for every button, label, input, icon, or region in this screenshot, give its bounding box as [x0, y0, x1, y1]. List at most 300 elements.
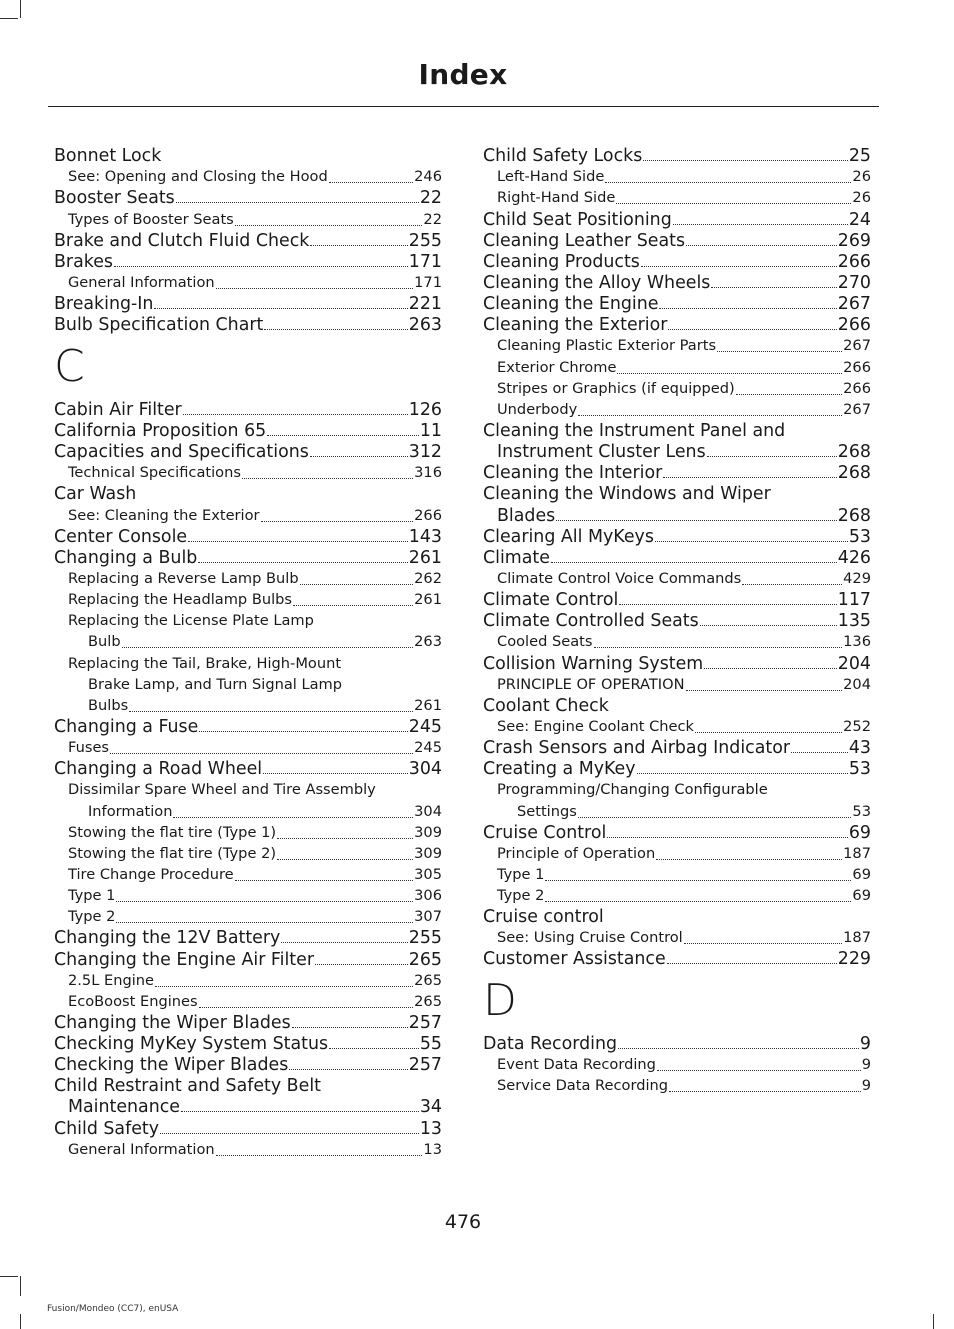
- index-entry-page: 135: [837, 611, 871, 632]
- index-entry-page: 265: [408, 949, 442, 970]
- dot-leader: [663, 476, 837, 478]
- dot-leader: [700, 624, 837, 626]
- index-entry-page: 221: [408, 294, 442, 315]
- index-entry-page: 267: [843, 337, 871, 355]
- index-entry-label: General Information: [68, 1140, 215, 1158]
- index-entry-page: 312: [408, 442, 442, 463]
- index-subentry: [54, 610, 442, 631]
- index-entry-label: Bonnet Lock: [54, 146, 162, 167]
- index-entry-page: 171: [414, 273, 442, 291]
- index-entry-label: 2.5L Engine: [68, 971, 154, 989]
- dot-leader: [578, 816, 852, 818]
- dot-leader: [594, 646, 843, 648]
- index-entry-page: 26: [852, 168, 871, 186]
- index-entry: [54, 1054, 442, 1075]
- index-subentry: [54, 208, 442, 229]
- index-entry-label: Type 2: [497, 887, 545, 905]
- index-entry: [483, 547, 871, 568]
- index-entry-page: 268: [837, 505, 871, 526]
- index-subentry: [54, 504, 442, 525]
- index-subentry: [54, 568, 442, 589]
- dot-leader: [235, 224, 423, 226]
- index-entry-label: See: Using Cruise Control: [497, 929, 683, 947]
- index-entry-label: Fuses: [68, 739, 110, 757]
- dot-leader: [293, 604, 413, 606]
- index-entry-label: Brake and Clutch Fluid Check: [54, 230, 310, 251]
- index-entry-page: 117: [837, 590, 871, 611]
- index-subentry: [54, 800, 442, 821]
- dot-leader: [198, 561, 407, 563]
- index-entry-label: Cleaning the Interior: [483, 463, 663, 484]
- index-subentry: [483, 1075, 871, 1096]
- index-entry-page: 267: [843, 400, 871, 418]
- dot-leader: [289, 1068, 408, 1070]
- index-column-right: [483, 145, 871, 1096]
- index-entry-label: Center Console: [54, 526, 188, 547]
- index-entry-label: Cruise Control: [483, 822, 607, 843]
- dot-leader: [160, 1132, 419, 1134]
- index-entry-page: 126: [408, 399, 442, 420]
- crop-mark: [0, 1276, 18, 1277]
- index-entry-page: 262: [414, 569, 442, 587]
- dot-leader: [657, 1069, 861, 1071]
- index-entry-page: 252: [843, 717, 871, 735]
- index-subentry: [54, 843, 442, 864]
- index-subentry: [483, 568, 871, 589]
- index-entry-label: Dissimilar Spare Wheel and Tire Assembly: [68, 781, 376, 799]
- dot-leader: [667, 962, 837, 964]
- index-entry-label: Cleaning the Alloy Wheels: [483, 272, 711, 293]
- index-entry-page: 22: [419, 188, 442, 209]
- index-entry-label: Instrument Cluster Lens: [497, 442, 706, 463]
- index-entry-page: 268: [837, 442, 871, 463]
- index-subentry: [54, 779, 442, 800]
- index-subentry: [483, 356, 871, 377]
- index-entry-page: 304: [408, 759, 442, 780]
- index-entry: [483, 758, 871, 779]
- index-entry-page: 187: [843, 929, 871, 947]
- index-subentry: [54, 695, 442, 716]
- index-entry-page: 187: [843, 844, 871, 862]
- index-entry-label: See: Opening and Closing the Hood: [68, 168, 328, 186]
- dot-leader: [216, 287, 414, 289]
- index-entry-page: 267: [837, 294, 871, 315]
- index-entry-page: 245: [414, 739, 442, 757]
- index-entry-label: Checking the Wiper Blades: [54, 1055, 289, 1076]
- index-subentry: [54, 166, 442, 187]
- index-subentry: [54, 970, 442, 991]
- dot-leader: [736, 393, 842, 395]
- index-entry-page: 309: [414, 844, 442, 862]
- index-column-left: [54, 145, 442, 1160]
- dot-leader: [711, 286, 836, 288]
- index-entry-page: 269: [837, 230, 871, 251]
- index-entry-label: Left-Hand Side: [497, 168, 605, 186]
- index-entry-label: Coolant Check: [483, 695, 609, 716]
- index-entry-label: Stripes or Graphics (if equipped): [497, 379, 735, 397]
- index-entry-page: 255: [408, 230, 442, 251]
- dot-leader: [263, 772, 408, 774]
- dot-leader: [695, 731, 842, 733]
- index-entry-page: 9: [859, 1034, 871, 1055]
- dot-leader: [605, 181, 851, 183]
- index-entry-page: 13: [419, 1118, 442, 1139]
- index-entry-page: 245: [408, 716, 442, 737]
- index-entry: [483, 208, 871, 229]
- index-entry-page: 229: [837, 949, 871, 970]
- dot-leader: [619, 603, 836, 605]
- index-entry-label: See: Cleaning the Exterior: [68, 506, 260, 524]
- index-entry-label: Service Data Recording: [497, 1077, 669, 1095]
- dot-leader: [704, 667, 837, 669]
- index-entry: [483, 504, 871, 525]
- dot-leader: [668, 328, 836, 330]
- index-entry-label: Right-Hand Side: [497, 189, 616, 207]
- index-entry-label: Customer Assistance: [483, 949, 666, 970]
- index-entry-label: Changing a Road Wheel: [54, 759, 263, 780]
- index-entry-label: Cooled Seats: [497, 633, 593, 651]
- index-entry-label: Climate Control Voice Commands: [497, 569, 742, 587]
- index-entry-page: 69: [852, 887, 871, 905]
- index-entry: [483, 251, 871, 272]
- index-entry-page: 9: [861, 1056, 871, 1074]
- index-entry-label: Replacing the Tail, Brake, High-Mount: [68, 654, 342, 672]
- index-entry-label: Cleaning the Instrument Panel and: [483, 420, 786, 441]
- index-entry-page: 26: [852, 189, 871, 207]
- index-subentry: [483, 187, 871, 208]
- index-subentry: [483, 631, 871, 652]
- dot-leader: [607, 836, 848, 838]
- index-entry-label: Brake Lamp, and Turn Signal Lamp: [88, 675, 343, 693]
- index-subentry: [483, 1054, 871, 1075]
- index-entry: [54, 1012, 442, 1033]
- index-entry-page: 265: [414, 992, 442, 1010]
- index-subentry: [483, 843, 871, 864]
- index-entry-label: Settings: [517, 802, 577, 820]
- index-entry-page: 11: [419, 420, 442, 441]
- index-entry: [54, 187, 442, 208]
- index-entry: [54, 526, 442, 547]
- index-entry-page: 69: [848, 822, 871, 843]
- index-entry-page: 257: [408, 1055, 442, 1076]
- dot-leader: [267, 434, 419, 436]
- index-entry-label: Cleaning the Windows and Wiper: [483, 484, 771, 505]
- index-entry: [54, 251, 442, 272]
- index-subentry: [54, 885, 442, 906]
- dot-leader: [310, 455, 408, 457]
- index-entry-page: 9: [861, 1077, 871, 1095]
- dot-leader: [616, 202, 851, 204]
- dot-leader: [556, 519, 837, 521]
- index-entry: [483, 906, 871, 927]
- index-entry-page: 13: [423, 1140, 442, 1158]
- index-entry-label: Information: [88, 802, 173, 820]
- index-entry-label: Child Restraint and Safety Belt: [54, 1076, 321, 1097]
- dot-leader: [199, 1006, 414, 1008]
- index-entry-label: Replacing the License Plate Lamp: [68, 612, 314, 630]
- index-entry-label: Maintenance: [68, 1097, 180, 1118]
- index-section-letter: D: [483, 975, 517, 1027]
- index-entry-label: Cleaning Products: [483, 251, 640, 272]
- dot-leader: [183, 413, 408, 415]
- index-entry-page: 309: [414, 823, 442, 841]
- dot-leader: [216, 1154, 423, 1156]
- index-entry-label: Replacing a Reverse Lamp Bulb: [68, 569, 299, 587]
- index-entry-label: Type 1: [497, 865, 545, 883]
- crop-mark: [20, 0, 21, 18]
- dot-leader: [643, 159, 848, 161]
- index-entry-label: Event Data Recording: [497, 1056, 656, 1074]
- index-entry: [54, 547, 442, 568]
- index-entry-page: 263: [414, 633, 442, 651]
- index-entry-page: 268: [837, 463, 871, 484]
- index-subentry: [54, 822, 442, 843]
- index-entry: [483, 822, 871, 843]
- dot-leader: [686, 689, 843, 691]
- index-entry-page: 270: [837, 272, 871, 293]
- index-subentry: [483, 399, 871, 420]
- index-entry: [54, 758, 442, 779]
- index-entry: [483, 462, 871, 483]
- dot-leader: [315, 963, 408, 965]
- dot-leader: [742, 583, 842, 585]
- index-entry-label: Replacing the Headlamp Bulbs: [68, 591, 293, 609]
- dot-leader: [717, 350, 842, 352]
- index-entry-page: 53: [852, 802, 871, 820]
- crop-mark: [933, 1314, 934, 1329]
- index-entry-label: Cruise control: [483, 907, 604, 928]
- index-entry: [54, 927, 442, 948]
- index-entry-label: Principle of Operation: [497, 844, 656, 862]
- index-entry-label: Blades: [497, 505, 556, 526]
- index-entry: [483, 230, 871, 251]
- index-entry: [54, 948, 442, 969]
- index-entry-page: 204: [837, 653, 871, 674]
- index-entry-label: Checking MyKey System Status: [54, 1034, 329, 1055]
- index-entry-page: 263: [408, 315, 442, 336]
- dot-leader: [122, 646, 414, 648]
- index-entry: [483, 314, 871, 335]
- index-entry-label: Exterior Chrome: [497, 358, 617, 376]
- index-entry: [483, 610, 871, 631]
- page-number: 476: [444, 1211, 482, 1233]
- index-entry: [483, 483, 871, 504]
- index-entry-label: Stowing the flat tire (Type 1): [68, 823, 277, 841]
- index-entry-label: Collision Warning System: [483, 653, 704, 674]
- index-subentry: [54, 864, 442, 885]
- index-entry-page: 266: [843, 379, 871, 397]
- index-entry: [483, 737, 871, 758]
- index-entry: [54, 420, 442, 441]
- index-entry-label: Bulb: [88, 633, 121, 651]
- index-entry-label: Programming/Changing Configurable: [497, 781, 768, 799]
- index-subentry: [54, 991, 442, 1012]
- index-entry: [483, 652, 871, 673]
- footer-text: Fusion/Mondeo (CC7), enUSA: [47, 1304, 179, 1314]
- index-entry-page: 69: [852, 865, 871, 883]
- dot-leader: [310, 244, 407, 246]
- index-entry-page: 143: [408, 526, 442, 547]
- index-entry-label: General Information: [68, 273, 215, 291]
- dot-leader: [329, 181, 413, 183]
- index-entry-page: 53: [848, 759, 871, 780]
- index-entry-page: 305: [414, 865, 442, 883]
- dot-leader: [199, 730, 407, 732]
- index-subentry: [483, 674, 871, 695]
- index-entry-label: Data Recording: [483, 1034, 618, 1055]
- dot-leader: [686, 244, 837, 246]
- index-entry: [54, 230, 442, 251]
- index-entry-label: Changing a Fuse: [54, 716, 199, 737]
- index-subentry: [483, 166, 871, 187]
- index-entry-page: 255: [408, 928, 442, 949]
- index-subentry: [54, 462, 442, 483]
- index-entry-label: Child Seat Positioning: [483, 209, 672, 230]
- dot-leader: [155, 985, 413, 987]
- index-entry-page: 261: [414, 591, 442, 609]
- index-subentry: [483, 378, 871, 399]
- index-entry-label: Types of Booster Seats: [68, 210, 234, 228]
- index-entry-label: Cleaning Plastic Exterior Parts: [497, 337, 717, 355]
- index-entry-label: Stowing the flat tire (Type 2): [68, 844, 277, 862]
- dot-leader: [116, 900, 413, 902]
- dot-leader: [618, 1047, 859, 1049]
- dot-leader: [545, 879, 851, 881]
- dot-leader: [264, 328, 407, 330]
- index-entry: [483, 420, 871, 441]
- index-entry: [483, 589, 871, 610]
- index-entry: [54, 1033, 442, 1054]
- index-entry-label: Cleaning the Exterior: [483, 315, 668, 336]
- dot-leader: [116, 921, 413, 923]
- dot-leader: [707, 455, 837, 457]
- index-entry: [54, 1075, 442, 1096]
- index-entry: [54, 145, 442, 166]
- index-entry-page: 171: [408, 251, 442, 272]
- index-entry-page: 25: [848, 146, 871, 167]
- index-entry-page: 266: [837, 251, 871, 272]
- index-subentry: [54, 589, 442, 610]
- dot-leader: [277, 837, 413, 839]
- dot-leader: [277, 858, 413, 860]
- index-entry-label: Cabin Air Filter: [54, 399, 182, 420]
- index-entry: [54, 1117, 442, 1138]
- index-entry-page: 43: [848, 738, 871, 759]
- dot-leader: [655, 540, 848, 542]
- dot-leader: [176, 201, 419, 203]
- index-entry-label: Climate Control: [483, 590, 619, 611]
- index-entry-label: Climate: [483, 547, 550, 568]
- dot-leader: [300, 583, 414, 585]
- index-entry-label: California Proposition 65: [54, 420, 267, 441]
- index-entry-page: 426: [837, 547, 871, 568]
- index-entry-page: 429: [843, 569, 871, 587]
- index-entry-label: Cleaning Leather Seats: [483, 230, 686, 251]
- index-subentry: [483, 885, 871, 906]
- index-entry-page: 261: [408, 547, 442, 568]
- index-subentry: [54, 272, 442, 293]
- index-entry-label: Car Wash: [54, 484, 137, 505]
- index-subentry: [483, 335, 871, 356]
- index-entry-label: Breaking-In: [54, 294, 154, 315]
- crop-mark: [20, 1276, 21, 1296]
- index-subentry: [54, 1139, 442, 1160]
- dot-leader: [637, 772, 848, 774]
- dot-leader: [188, 540, 408, 542]
- index-entry: [54, 483, 442, 504]
- index-entry-page: 53: [848, 526, 871, 547]
- index-subentry: [54, 674, 442, 695]
- index-entry: [54, 399, 442, 420]
- index-subentry: [483, 779, 871, 800]
- index-entry: [483, 293, 871, 314]
- index-entry-page: 266: [414, 506, 442, 524]
- index-entry: [54, 1096, 442, 1117]
- dot-leader: [551, 561, 837, 563]
- dot-leader: [242, 477, 413, 479]
- index-entry-label: Climate Controlled Seats: [483, 611, 699, 632]
- index-entry-page: 306: [414, 887, 442, 905]
- dot-leader: [578, 414, 842, 416]
- index-entry-page: 24: [848, 209, 871, 230]
- index-entry: [54, 293, 442, 314]
- index-subentry: [483, 927, 871, 948]
- dot-leader: [617, 372, 842, 374]
- index-entry-page: 246: [414, 168, 442, 186]
- index-subentry: [483, 864, 871, 885]
- dot-leader: [329, 1047, 419, 1049]
- index-entry-label: Tire Change Procedure: [68, 865, 234, 883]
- crop-mark: [20, 1314, 21, 1329]
- dot-leader: [281, 941, 408, 943]
- index-entry-page: 55: [419, 1034, 442, 1055]
- index-entry-page: 266: [843, 358, 871, 376]
- dot-leader: [545, 900, 851, 902]
- index-entry-page: 316: [414, 464, 442, 482]
- index-subentry: [483, 800, 871, 821]
- index-subentry: [54, 631, 442, 652]
- dot-leader: [659, 307, 836, 309]
- index-entry-label: See: Engine Coolant Check: [497, 717, 694, 735]
- dot-leader: [110, 752, 413, 754]
- index-entry-label: Capacities and Specifications: [54, 442, 309, 463]
- index-entry-page: 304: [414, 802, 442, 820]
- dot-leader: [641, 265, 837, 267]
- index-entry: [483, 526, 871, 547]
- index-entry: [483, 1033, 871, 1054]
- index-entry-label: Changing the Wiper Blades: [54, 1012, 291, 1033]
- dot-leader: [669, 1090, 861, 1092]
- index-entry-label: Child Safety: [54, 1118, 160, 1139]
- index-entry-label: PRINCIPLE OF OPERATION: [497, 675, 685, 693]
- index-entry: [54, 314, 442, 335]
- index-entry-page: 257: [408, 1012, 442, 1033]
- index-entry-page: 136: [843, 633, 871, 651]
- index-entry-page: 204: [843, 675, 871, 693]
- index-entry-label: Bulb Specification Chart: [54, 315, 264, 336]
- index-entry-label: Type 2: [68, 908, 116, 926]
- index-entry-label: Changing the Engine Air Filter: [54, 949, 314, 970]
- index-entry-label: Brakes: [54, 251, 113, 272]
- crop-mark: [0, 18, 18, 19]
- index-entry-page: 34: [419, 1097, 442, 1118]
- index-entry-label: EcoBoost Engines: [68, 992, 198, 1010]
- dot-leader: [154, 307, 407, 309]
- dot-leader: [114, 265, 408, 267]
- index-entry: [54, 441, 442, 462]
- index-entry-label: Child Safety Locks: [483, 146, 643, 167]
- index-entry: [483, 272, 871, 293]
